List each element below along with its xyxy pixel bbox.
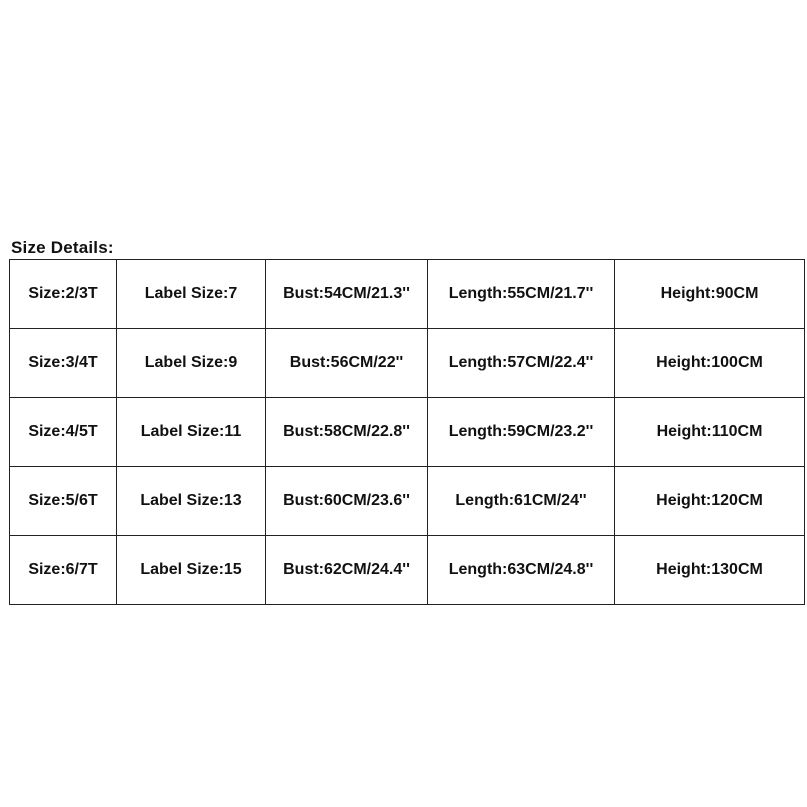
length-cell: Length:61CM/24'' bbox=[428, 467, 615, 536]
size-cell: Size:5/6T bbox=[10, 467, 117, 536]
height-cell: Height:120CM bbox=[615, 467, 805, 536]
bust-cell: Bust:54CM/21.3'' bbox=[266, 260, 428, 329]
bust-cell: Bust:62CM/24.4'' bbox=[266, 536, 428, 605]
label-size-cell: Label Size:11 bbox=[117, 398, 266, 467]
height-cell: Height:90CM bbox=[615, 260, 805, 329]
bust-cell: Bust:60CM/23.6'' bbox=[266, 467, 428, 536]
table-row bbox=[10, 536, 805, 605]
length-cell: Length:55CM/21.7'' bbox=[428, 260, 615, 329]
length-cell: Length:57CM/22.4'' bbox=[428, 329, 615, 398]
bust-cell: Bust:58CM/22.8'' bbox=[266, 398, 428, 467]
table-row bbox=[10, 398, 805, 467]
length-cell: Length:59CM/23.2'' bbox=[428, 398, 615, 467]
label-size-cell: Label Size:9 bbox=[117, 329, 266, 398]
label-size-cell: Label Size:7 bbox=[117, 260, 266, 329]
label-size-cell: Label Size:13 bbox=[117, 467, 266, 536]
size-cell: Size:2/3T bbox=[10, 260, 117, 329]
height-cell: Height:130CM bbox=[615, 536, 805, 605]
height-cell: Height:110CM bbox=[615, 398, 805, 467]
label-size-cell: Label Size:15 bbox=[117, 536, 266, 605]
size-details-title: Size Details: bbox=[11, 238, 114, 257]
size-table bbox=[9, 259, 805, 605]
length-cell: Length:63CM/24.8'' bbox=[428, 536, 615, 605]
table-row bbox=[10, 260, 805, 329]
size-cell: Size:6/7T bbox=[10, 536, 117, 605]
height-cell: Height:100CM bbox=[615, 329, 805, 398]
size-cell: Size:4/5T bbox=[10, 398, 117, 467]
table-row bbox=[10, 467, 805, 536]
bust-cell: Bust:56CM/22'' bbox=[266, 329, 428, 398]
table-row bbox=[10, 329, 805, 398]
size-cell: Size:3/4T bbox=[10, 329, 117, 398]
